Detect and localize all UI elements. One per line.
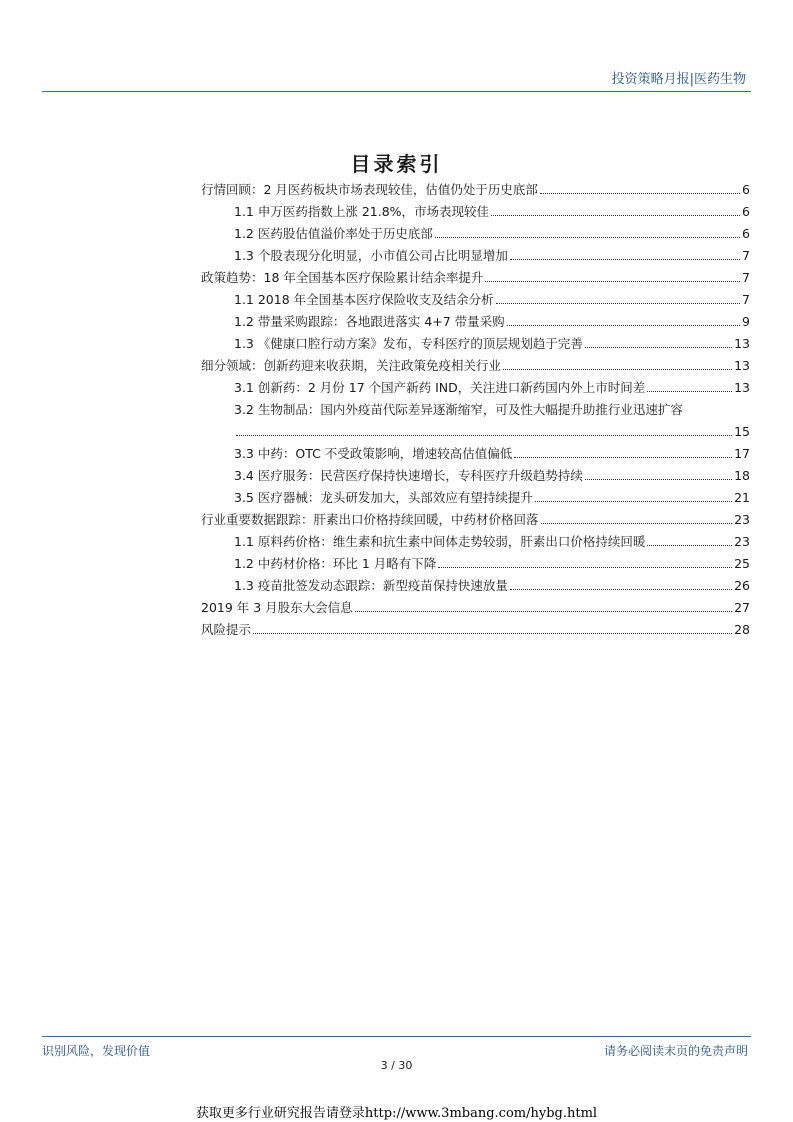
page-number: 3 / 30 <box>380 1059 413 1072</box>
toc-page-number: 28 <box>734 622 750 637</box>
toc-entry[interactable] <box>201 619 750 641</box>
toc-leader-dots <box>355 611 732 612</box>
toc-page-number: 23 <box>734 512 750 527</box>
toc-page-number: 13 <box>734 380 750 395</box>
toc-entry[interactable] <box>201 179 750 201</box>
toc-leader-dots <box>496 303 740 304</box>
toc-page-number: 6 <box>742 204 750 219</box>
toc-page-number: 13 <box>734 336 750 351</box>
toc-entry[interactable] <box>201 443 750 465</box>
toc-entry-text: 政策趋势：18 年全国基本医疗保险累计结余率提升 <box>201 270 484 285</box>
toc-entry[interactable] <box>201 597 750 619</box>
toc-entry-text: 3.1 创新药：2 月份 17 个国产新药 IND，关注进口新药国内外上市时间差 <box>234 380 646 395</box>
toc-page-number: 6 <box>742 182 750 197</box>
toc-page-number: 7 <box>742 270 750 285</box>
toc-leader-dots <box>438 567 732 568</box>
toc-page-number: 21 <box>734 490 750 505</box>
toc-page-number: 18 <box>734 468 750 483</box>
toc-entry-text: 1.3 疫苗批签发动态跟踪：新型疫苗保持快速放量 <box>234 578 508 593</box>
toc-page-number: 25 <box>734 556 750 571</box>
toc-entry[interactable] <box>201 399 750 421</box>
toc-entry[interactable] <box>201 223 750 245</box>
toc-page-number: 15 <box>734 424 750 439</box>
toc-leader-dots <box>585 479 732 480</box>
toc-page-number: 23 <box>734 534 750 549</box>
toc-entry[interactable] <box>201 245 750 267</box>
footer-divider <box>42 1036 751 1037</box>
toc-leader-dots <box>491 215 740 216</box>
toc-entry-text: 1.3 个股表现分化明显，小市值公司占比明显增加 <box>234 248 508 263</box>
toc-title: 目录索引 <box>350 152 443 176</box>
promo-link-text[interactable]: 获取更多行业研究报告请登录http://www.3mbang.com/hybg.html <box>195 1106 598 1121</box>
toc-leader-dots <box>535 501 732 502</box>
toc-page-number: 6 <box>742 226 750 241</box>
toc-entry-text: 3.5 医疗器械：龙头研发加大，头部效应有望持续提升 <box>234 490 533 505</box>
toc-leader-dots <box>503 369 732 370</box>
toc-entry-text: 1.1 原料药价格：维生素和抗生素中间体走势较弱，肝素出口价格持续回暖 <box>234 534 646 549</box>
toc-entry-text: 1.2 带量采购跟踪：各地跟进落实 4+7 带量采购 <box>234 314 505 329</box>
toc-entry[interactable] <box>201 377 750 399</box>
toc-entry[interactable] <box>201 311 750 333</box>
toc-entry[interactable] <box>201 509 750 531</box>
toc-leader-dots <box>510 259 740 260</box>
toc-page-number: 7 <box>742 292 750 307</box>
header-divider <box>42 91 751 92</box>
toc-page-number: 7 <box>742 248 750 263</box>
toc-page-number: 26 <box>734 578 750 593</box>
report-header-title: 投资策略月报|医药生物 <box>611 72 746 87</box>
toc-leader-dots <box>540 193 740 194</box>
toc-entry-text: 3.3 中药：OTC 不受政策影响，增速较高估值偏低 <box>234 446 513 461</box>
toc-leader-dots <box>541 523 733 524</box>
toc-leader-dots <box>236 435 732 436</box>
toc-entry-text: 1.2 中药材价格：环比 1 月略有下降 <box>234 556 437 571</box>
toc-entry[interactable] <box>201 465 750 487</box>
toc-entry-text: 3.2 生物制品：国内外疫苗代际差异逐渐缩窄，可及性大幅提升助推行业迅速扩容 <box>234 402 683 417</box>
toc-entry-text: 1.1 申万医药指数上涨 21.8%，市场表现较佳 <box>234 204 490 219</box>
toc-entry-text: 风险提示 <box>201 622 252 637</box>
toc-entry[interactable] <box>201 575 750 597</box>
toc-page-number: 17 <box>734 446 750 461</box>
toc-entry[interactable] <box>201 333 750 355</box>
toc-entry[interactable] <box>201 531 750 553</box>
toc-page-number: 27 <box>734 600 750 615</box>
footer-disclaimer: 请务必阅读末页的免责声明 <box>603 1044 748 1058</box>
toc-leader-dots <box>510 589 732 590</box>
toc-entry[interactable] <box>201 553 750 575</box>
toc-entry[interactable] <box>201 267 750 289</box>
toc-leader-dots <box>435 237 740 238</box>
toc-entry-text: 1.3 《健康口腔行动方案》发布，专科医疗的顶层规划趋于完善 <box>234 336 583 351</box>
toc-entry-text: 行业重要数据跟踪：肝素出口价格持续回暖，中药材价格回落 <box>201 512 539 527</box>
toc-entry-text: 3.4 医疗服务：民营医疗保持快速增长，专科医疗升级趋势持续 <box>234 468 583 483</box>
table-of-contents <box>201 179 750 641</box>
toc-leader-dots <box>253 633 732 634</box>
toc-entry[interactable] <box>201 289 750 311</box>
toc-entry-text: 1.1 2018 年全国基本医疗保险收支及结余分析 <box>234 292 494 307</box>
toc-leader-dots <box>485 281 740 282</box>
toc-page-number: 9 <box>742 314 750 329</box>
toc-entry[interactable] <box>201 201 750 223</box>
footer-slogan: 识别风险，发现价值 <box>42 1044 151 1058</box>
toc-entry[interactable] <box>201 487 750 509</box>
toc-entry-text: 1.2 医药股估值溢价率处于历史底部 <box>234 226 433 241</box>
toc-entry[interactable] <box>201 421 750 443</box>
toc-entry-text: 2019 年 3 月股东大会信息 <box>201 600 353 615</box>
toc-leader-dots <box>514 457 732 458</box>
toc-leader-dots <box>585 347 732 348</box>
toc-entry-text: 细分领域：创新药迎来收获期，关注政策免疫相关行业 <box>201 358 502 373</box>
toc-leader-dots <box>647 391 732 392</box>
toc-entry[interactable] <box>201 355 750 377</box>
toc-page-number: 13 <box>734 358 750 373</box>
toc-entry-text: 行情回顾：2 月医药板块市场表现较佳，估值仍处于历史底部 <box>201 182 538 197</box>
toc-leader-dots <box>647 545 732 546</box>
toc-leader-dots <box>507 325 740 326</box>
